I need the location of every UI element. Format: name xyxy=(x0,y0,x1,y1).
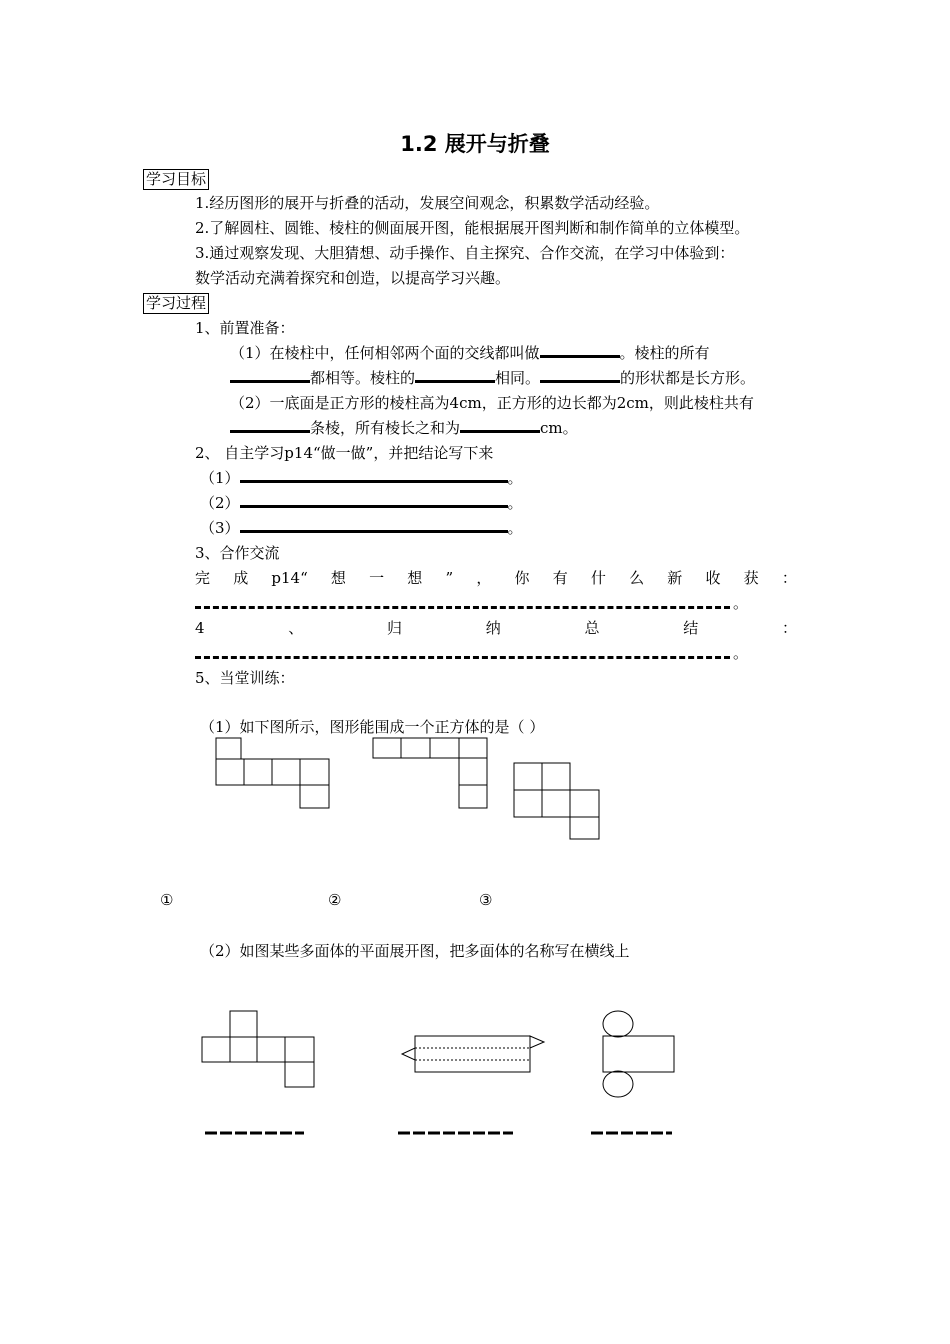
objective-2: 2.了解圆柱、圆锥、棱柱的侧面展开图，能根据展开图判断和制作简单的立体模型。 xyxy=(195,219,750,237)
item-end: 。 xyxy=(507,469,523,487)
spread-char: 收 xyxy=(705,569,721,587)
item-label: （3） xyxy=(200,519,240,537)
answer-blank[interactable] xyxy=(240,493,508,508)
prep-question-1-line-1 xyxy=(230,343,710,363)
spread-char: 有 xyxy=(552,569,568,587)
prep-heading: 1、前置准备： xyxy=(195,319,295,337)
spread-char: 完 xyxy=(195,569,211,587)
objective-1: 1.经历图形的展开与折叠的活动，发展空间观念，积累数学活动经验。 xyxy=(195,194,660,212)
answer-blank[interactable] xyxy=(460,418,540,433)
spread-char: 想 xyxy=(407,569,423,587)
answer-blank[interactable] xyxy=(240,518,508,533)
answer-blank[interactable] xyxy=(540,368,620,383)
summary-answer-end: 。 xyxy=(733,644,749,662)
answer-blank[interactable] xyxy=(240,468,508,483)
practice-question-1: （1）如下图所示，图形能围成一个正方体的是（ ） xyxy=(200,718,545,736)
prep-q2-text-c: cm。 xyxy=(540,419,578,437)
summary-question-line xyxy=(195,618,797,638)
spread-char: ： xyxy=(781,569,797,587)
practice-heading: 5、当堂训练： xyxy=(195,669,295,687)
answer-blank[interactable] xyxy=(230,368,310,383)
process-label: 学习过程 xyxy=(143,293,209,314)
spread-char: ， xyxy=(476,569,492,587)
spread-char: 结 xyxy=(683,619,699,637)
polyhedron-net-prism xyxy=(402,1036,544,1072)
spread-char: 你 xyxy=(514,569,530,587)
selfstudy-item-2 xyxy=(200,493,523,513)
objective-3-continued: 数学活动充满着探究和创造，以提高学习兴趣。 xyxy=(195,269,511,287)
spread-char: 纳 xyxy=(485,619,501,637)
prep-q1-text-a: （1）在棱柱中，任何相邻两个面的交线都叫做 xyxy=(230,344,540,362)
answer-blank[interactable] xyxy=(540,343,620,358)
selfstudy-item-3 xyxy=(200,518,523,538)
figure-label-3: ③ xyxy=(479,891,493,909)
coop-answer-end: 。 xyxy=(733,594,749,612)
prep-q1-text-c: 都相等。棱柱的 xyxy=(310,369,416,387)
objectives-label: 学习目标 xyxy=(143,169,209,190)
figure-label-1: ① xyxy=(160,891,174,909)
answer-blank[interactable] xyxy=(230,418,310,433)
cube-net-2 xyxy=(373,738,487,808)
selfstudy-heading: 2、 自主学习p14“做一做”，并把结论写下来 xyxy=(195,444,494,462)
spread-char: 获 xyxy=(743,569,759,587)
prep-q1-text-e: 的形状都是长方形。 xyxy=(620,369,756,387)
item-label: （2） xyxy=(200,494,240,512)
figure-label-2: ② xyxy=(328,891,342,909)
spread-char: ” xyxy=(445,569,454,587)
spread-char: 成 xyxy=(233,569,249,587)
spread-char: p14“ xyxy=(271,569,308,587)
coop-answer-line[interactable] xyxy=(195,606,730,609)
prep-q2-text-b: 条棱，所有棱长之和为 xyxy=(310,419,461,437)
page-title: 1.2 展开与折叠 xyxy=(400,132,550,156)
spread-char: 什 xyxy=(590,569,606,587)
coop-question-line xyxy=(195,568,797,588)
spread-char: ： xyxy=(781,619,797,637)
selfstudy-item-1 xyxy=(200,468,523,488)
spread-char: 、 xyxy=(288,619,304,637)
objective-3: 3.通过观察发现、大胆猜想、动手操作、自主探究、合作交流，在学习中体验到： xyxy=(195,244,735,262)
spread-char: 总 xyxy=(584,619,600,637)
coop-heading: 3、合作交流 xyxy=(195,544,280,562)
answer-blank[interactable] xyxy=(415,368,495,383)
prep-q1-text-d: 相同。 xyxy=(495,369,541,387)
item-end: 。 xyxy=(507,494,523,512)
cube-net-1 xyxy=(216,738,329,808)
spread-char: 么 xyxy=(629,569,645,587)
spread-char: 想 xyxy=(330,569,346,587)
item-label: （1） xyxy=(200,469,240,487)
item-end: 。 xyxy=(507,519,523,537)
summary-answer-line[interactable] xyxy=(195,656,730,659)
polyhedron-net-cylinder xyxy=(603,1011,674,1097)
prep-question-2-line-2 xyxy=(230,418,578,438)
spread-char: 4 xyxy=(195,619,205,637)
prep-question-1-line-2 xyxy=(230,368,755,388)
prep-question-2-line-1: （2）一底面是正方形的棱柱高为4cm，正方形的边长都为2cm，则此棱柱共有 xyxy=(230,394,754,412)
polyhedron-net-cube xyxy=(202,1011,314,1087)
prep-q1-text-b: 。棱柱的所有 xyxy=(619,344,710,362)
spread-char: 一 xyxy=(369,569,385,587)
spread-char: 归 xyxy=(387,619,403,637)
cube-net-3 xyxy=(514,763,599,839)
practice-question-2: （2）如图某些多面体的平面展开图，把多面体的名称写在横线上 xyxy=(200,942,630,960)
spread-char: 新 xyxy=(667,569,683,587)
